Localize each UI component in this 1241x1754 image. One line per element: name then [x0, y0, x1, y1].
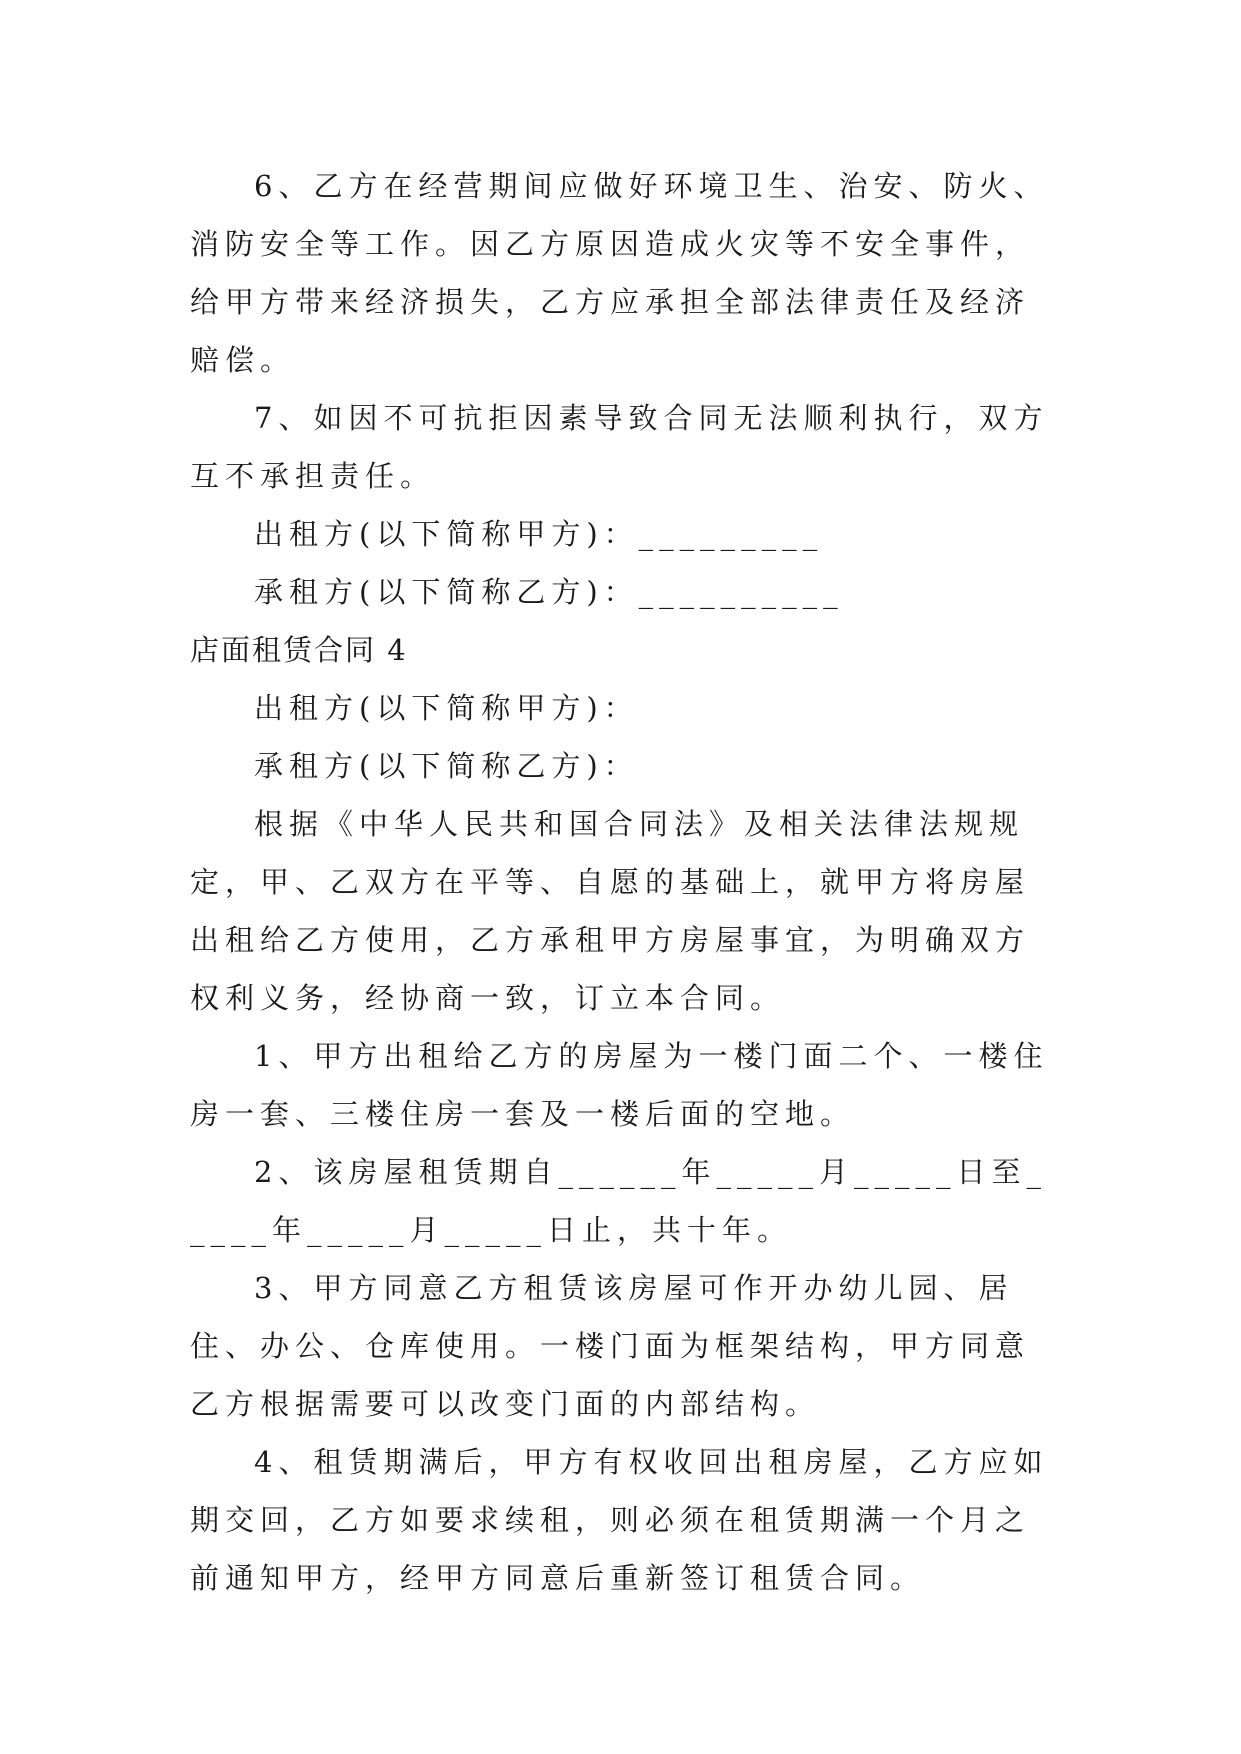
clause-2-paragraph: 2、该房屋租赁期自______年_____月_____日至_____年_____月_____日止，共十年。: [190, 1155, 1047, 1247]
lessee-line: 承租方(以下简称乙方)：: [254, 749, 639, 783]
section-title: 店面租赁合同 4: [190, 633, 408, 667]
clause-1-paragraph: 1、甲方出租给乙方的房屋为一楼门面二个、一楼住房一套、三楼住房一套及一楼后面的空地。: [190, 1039, 1049, 1131]
lessor-line: 出租方(以下简称甲方)：: [254, 691, 639, 725]
document-page: [190, 157, 1060, 1607]
lessor-signature-line: 出租方(以下简称甲方)：_________: [254, 517, 824, 551]
lessee-signature-line: 承租方(以下简称乙方)：__________: [254, 575, 844, 609]
clause-7-paragraph: 7、如因不可抗拒因素导致合同无法顺利执行，双方互不承担责任。: [190, 401, 1049, 493]
clause-3-paragraph: 3、甲方同意乙方租赁该房屋可作开办幼儿园、居住、办公、仓库使用。一楼门面为框架结构，甲方同意乙方根据需要可以改变门面的内部结构。: [190, 1271, 1031, 1421]
clause-4-paragraph: 4、租赁期满后，甲方有权收回出租房屋，乙方应如期交回，乙方如要求续租，则必须在租赁期满一个月之前通知甲方，经甲方同意后重新签订租赁合同。: [190, 1445, 1049, 1595]
clause-6-paragraph: 6、乙方在经营期间应做好环境卫生、治安、防火、消防安全等工作。因乙方原因造成火灾等不安全事件，给甲方带来经济损失，乙方应承担全部法律责任及经济赔偿。: [190, 169, 1049, 377]
preamble-paragraph: 根据《中华人民共和国合同法》及相关法律法规规定，甲、乙双方在平等、自愿的基础上，就甲方将房屋出租给乙方使用，乙方承租甲方房屋事宜，为明确双方权利义务，经协商一致，订立本合同。: [190, 807, 1031, 1015]
